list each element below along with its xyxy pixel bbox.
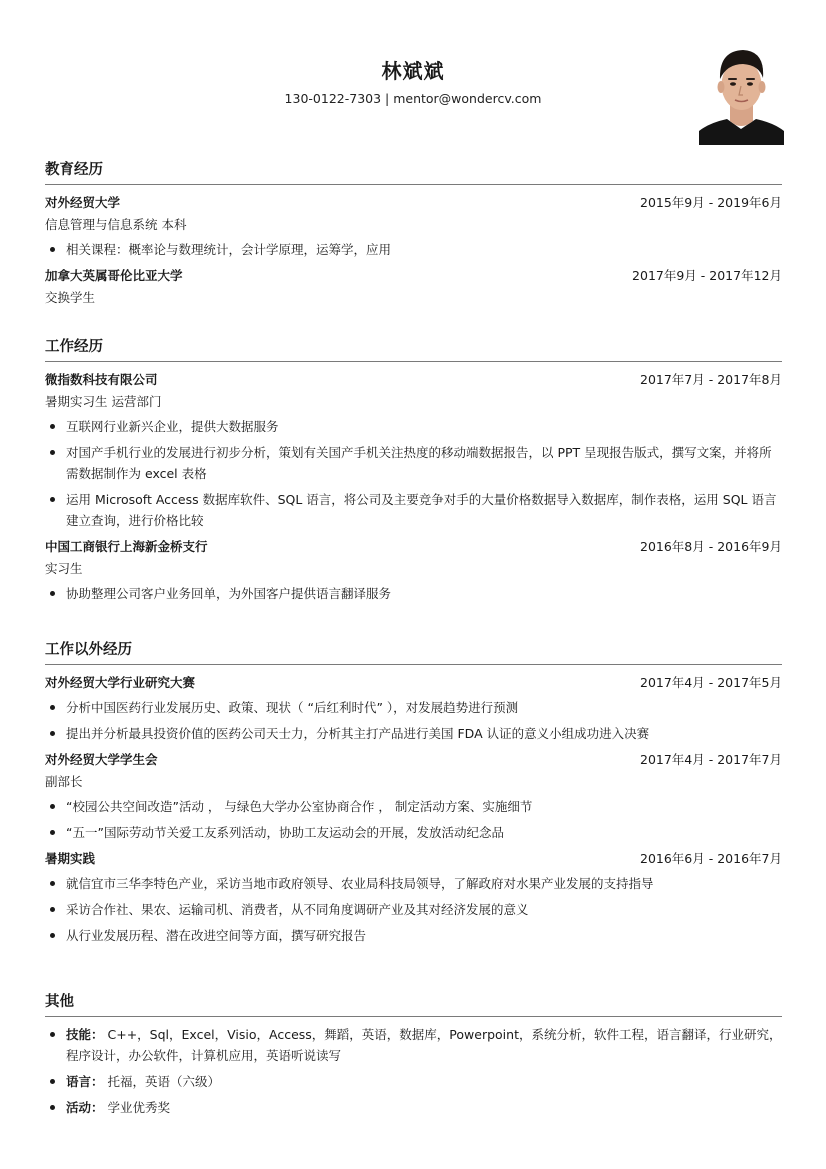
section-title-education: 教育经历 (45, 158, 782, 185)
entry-subtitle: 副部长 (45, 774, 83, 789)
extra-entry (45, 848, 782, 946)
activities-item (45, 1097, 782, 1118)
entry-subtitle: 暑期实习生 运营部门 (45, 394, 162, 409)
section-title-other: 其他 (45, 990, 782, 1017)
languages-text: 托福，英语（六级） (107, 1074, 221, 1089)
bullet-item: 分析中国医药行业发展历史、政策、现状（ “后红利时代” ），对发展趋势进行预测 (45, 697, 782, 718)
bullet-list (45, 239, 782, 260)
bullet-list (45, 583, 782, 604)
bullet-item: 对国产手机行业的发展进行初步分析，策划有关国产手机关注热度的移动端数据报告，以 PPT 呈现报告版式，撰写文案，并将所需数据制作为 excel 表格 (45, 442, 782, 484)
extra-entry (45, 749, 782, 843)
portrait-photo (699, 45, 784, 145)
education-entry (45, 192, 782, 260)
entry-org: 加拿大英属哥伦比亚大学 (45, 268, 183, 283)
languages-item (45, 1071, 782, 1092)
entry-subtitle: 信息管理与信息系统 本科 (45, 217, 187, 232)
skills-label: 技能： (66, 1027, 104, 1042)
entry-date: 2016年8月 - 2016年9月 (640, 539, 782, 554)
entry-subtitle: 实习生 (45, 561, 83, 576)
work-section (45, 335, 782, 609)
entry-date: 2017年9月 - 2017年12月 (632, 268, 782, 283)
activities-label: 活动： (66, 1100, 104, 1115)
entry-org: 微指数科技有限公司 (45, 372, 158, 387)
work-entry (45, 536, 782, 604)
skills-item (45, 1024, 782, 1066)
section-title-work: 工作经历 (45, 335, 782, 362)
bullet-item: 就信宜市三华李特色产业，采访当地市政府领导、农业局科技局领导，了解政府对水果产业发展的支持指导 (45, 873, 782, 894)
bullet-list (45, 796, 782, 843)
contact-info: 130-0122-7303 | mentor@wondercv.com (284, 91, 542, 106)
entry-date: 2017年4月 - 2017年5月 (640, 675, 782, 690)
section-title-extra: 工作以外经历 (45, 638, 782, 665)
bullet-item: 协助整理公司客户业务回单，为外国客户提供语言翻译服务 (45, 583, 782, 604)
bullet-list (45, 416, 782, 531)
languages-label: 语言： (66, 1074, 104, 1089)
bullet-item: 提出并分析最具投资价值的医药公司天士力，分析其主打产品进行美国 FDA 认证的意义小组成功进入决赛 (45, 723, 782, 744)
bullet-list (45, 873, 782, 946)
entry-date: 2016年6月 - 2016年7月 (640, 851, 782, 866)
portrait-icon (699, 45, 784, 145)
extra-entry (45, 672, 782, 744)
bullet-item: “五一”国际劳动节关爱工友系列活动，协助工友运动会的开展，发放活动纪念品 (45, 822, 782, 843)
bullet-item: “校园公共空间改造”活动 ， 与绿色大学办公室协商合作 ， 制定活动方案、实施细节 (45, 796, 782, 817)
candidate-name: 林斌斌 (381, 59, 445, 83)
resume-header (0, 0, 826, 150)
bullet-item: 从行业发展历程、潜在改进空间等方面，撰写研究报告 (45, 925, 782, 946)
bullet-list (45, 1024, 782, 1118)
bullet-item: 运用 Microsoft Access 数据库软件、SQL 语言，将公司及主要竞争对手的大量价格数据导入数据库，制作表格，运用 SQL 语言建立查询，进行价格比较 (45, 489, 782, 531)
work-entry (45, 369, 782, 531)
entry-date: 2017年4月 - 2017年7月 (640, 752, 782, 767)
education-section (45, 158, 782, 312)
education-entry (45, 265, 782, 309)
entry-org: 中国工商银行上海新金桥支行 (45, 539, 208, 554)
activities-text: 学业优秀奖 (107, 1100, 171, 1115)
entry-subtitle: 交换学生 (45, 290, 96, 305)
bullet-item: 互联网行业新兴企业，提供大数据服务 (45, 416, 782, 437)
entry-org: 对外经贸大学学生会 (45, 752, 158, 767)
other-section (45, 990, 782, 1123)
entry-org: 对外经贸大学行业研究大赛 (45, 675, 196, 690)
bullet-item: 采访合作社、果农、运输司机、消费者，从不同角度调研产业及其对经济发展的意义 (45, 899, 782, 920)
bullet-list (45, 697, 782, 744)
entry-date: 2017年7月 - 2017年8月 (640, 372, 782, 387)
extra-section (45, 638, 782, 951)
bullet-item: 相关课程：概率论与数理统计，会计学原理，运筹学，应用 (45, 239, 782, 260)
entry-date: 2015年9月 - 2019年6月 (640, 195, 782, 210)
skills-text: C++，Sql，Excel，Visio，Access，舞蹈，英语，数据库，Powerpoint，系统分析，软件工程，语言翻译，行业研究，程序设计，办公软件，计算机应用，英语听说读写 (66, 1027, 782, 1063)
entry-org: 暑期实践 (45, 851, 96, 866)
entry-org: 对外经贸大学 (45, 195, 121, 210)
